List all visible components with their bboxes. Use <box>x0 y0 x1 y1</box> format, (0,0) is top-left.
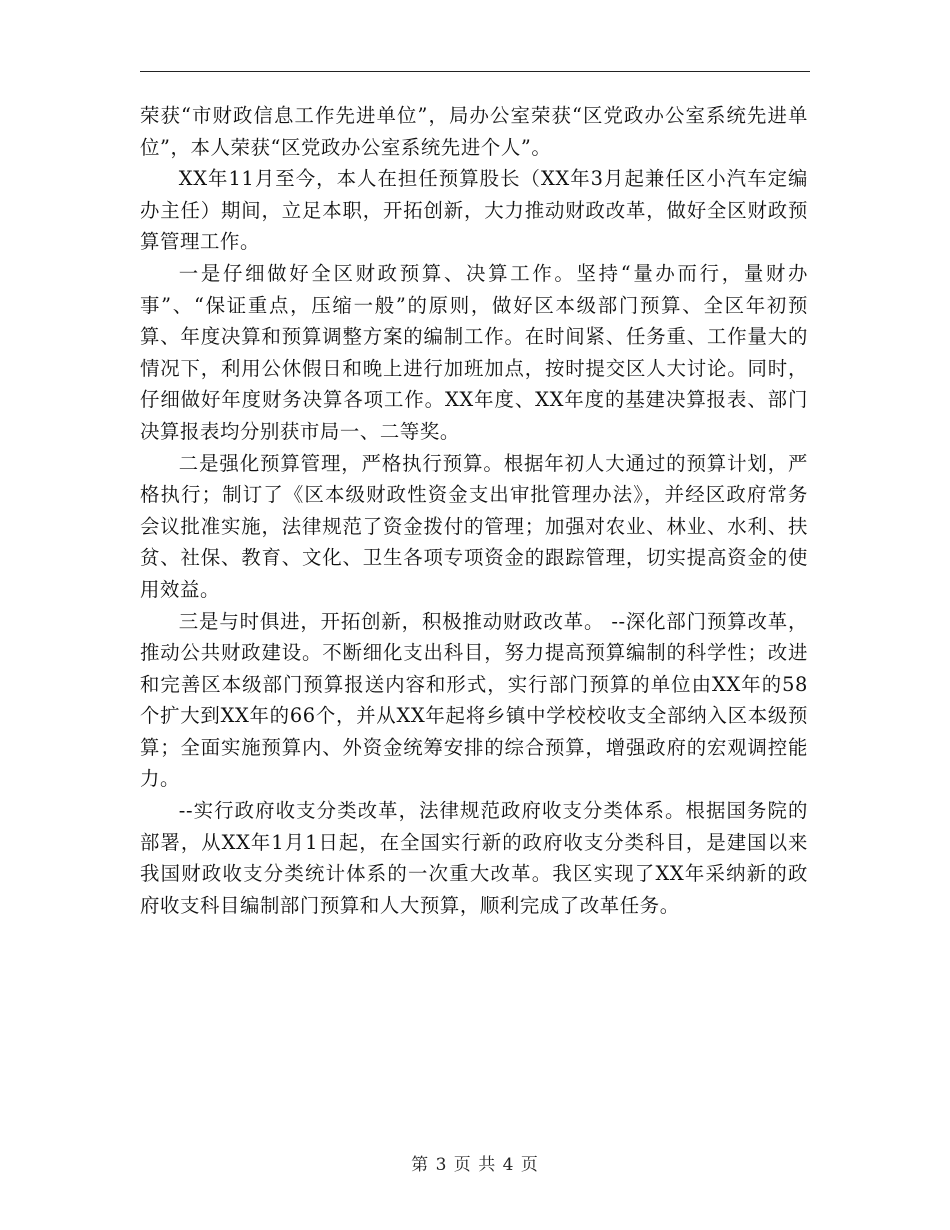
paragraph-budget-management: 二是强化预算管理，严格执行预算。根据年初人大通过的预算计划，严格执行；制订了《区本级财政性资金支出审批管理办法》，并经区政府常务会议批准实施，法律规范了资金拨付的管理；加强对农业、林业、水利、扶贫、社保、教育、文化、卫生各项专项资金的跟踪管理，切实提高资金的使用效益。 <box>140 451 808 601</box>
page-number-footer: 第 3 页 共 4 页 <box>411 1155 539 1175</box>
paragraph-fiscal-reform: 三是与时俱进，开拓创新，积极推动财政改革。 --深化部门预算改革，推动公共财政建设。不断细化支出科目，努力提高预算编制的科学性；改进和完善区本级部门预算报送内容和形式，实行部门预算的单位由XX年的58个扩大到XX年的66个，并从XX年起将乡镇中学校校收支全部纳入区本级预算；全面实施预算内、外资金统筹安排的综合预算，增强政府的宏观调控能力。 <box>140 609 808 791</box>
paragraph-continued: 荣获“市财政信息工作先进单位”，局办公室荣获“区党政办公室系统先进单位”，本人荣获“区党政办公室系统先进个人”。 <box>140 104 808 159</box>
paragraph-period-intro: XX年11月至今，本人在担任预算股长（XX年3月起兼任区小汽车定编办主任）期间，立足本职，开拓创新，大力推动财政改革，做好全区财政预算管理工作。 <box>140 167 808 254</box>
header-rule <box>140 71 810 72</box>
paragraph-classification-reform: --实行政府收支分类改革，法律规范政府收支分类体系。根据国务院的部署，从XX年1月1日起，在全国实行新的政府收支分类科目，是建国以来我国财政收支分类统计体系的一次重大改革。我区实现了XX年采纳新的政府收支科目编制部门预算和人大预算，顺利完成了改革任务。 <box>140 799 808 917</box>
body-text <box>140 100 808 921</box>
paragraph-budget-work: 一是仔细做好全区财政预算、决算工作。坚持“量办而行，量财办事”、“保证重点，压缩一般”的原则，做好区本级部门预算、全区年初预算、年度决算和预算调整方案的编制工作。在时间紧、任务重、工作量大的情况下，利用公休假日和晚上进行加班加点，按时提交区人大讨论。同时，仔细做好年度财务决算各项工作。XX年度、XX年度的基建决算报表、部门决算报表均分别获市局一、二等奖。 <box>140 261 808 443</box>
